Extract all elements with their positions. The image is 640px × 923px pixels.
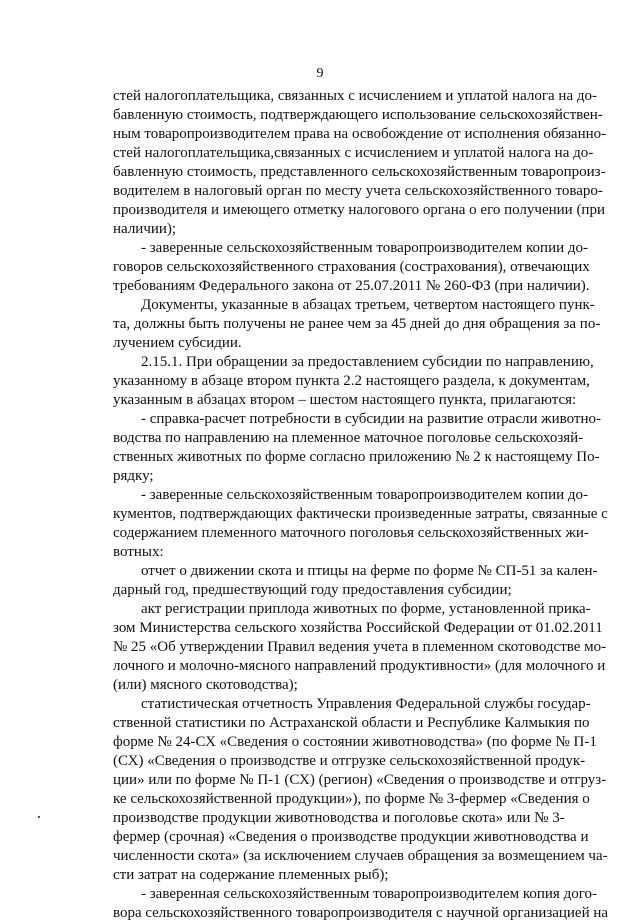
text-line: ке сельскохозяйственной продукции»), по форме № 3-фермер «Сведения о <box>113 791 590 807</box>
text-line: ственной статистики по Астраханской области и Республике Калмыкия по <box>113 715 590 731</box>
text-line: наличии); <box>113 221 177 237</box>
text-line: стей налогоплательщика,связанных с исчислением и уплатой налога на до- <box>113 145 594 161</box>
text-line: содержанием племенного маточного поголовья сельскохозяйственных жи- <box>113 525 589 541</box>
text-line: акт регистрации приплода животных по форме, установленной прика- <box>141 601 591 617</box>
text-line: форме № 24-СХ «Сведения о состоянии животноводства» (по форме № П-1 <box>113 734 597 750</box>
scan-speck <box>38 816 40 818</box>
text-line: указанному в абзаце втором пункта 2.2 настоящего раздела, к документам, <box>113 373 590 389</box>
text-line: 2.15.1. При обращении за предоставлением субсидии по направлению, <box>141 354 594 370</box>
text-line: бавленную стоимость, представленного сельскохозяйственным товаропроиз- <box>113 164 606 180</box>
text-line: кументов, подтверждающих фактически произведенные затраты, связанные с <box>113 506 608 522</box>
text-line: дарный год, предшествующий году предоставления субсидии; <box>113 582 512 598</box>
text-line: стей налогоплательщика, связанных с исчислением и уплатой налога на до- <box>113 88 597 104</box>
text-line: - справка-расчет потребности в субсидии на развитие отрасли животно- <box>141 411 601 427</box>
text-line: сти затрат на содержание племенных рыб); <box>113 867 389 883</box>
text-line: требованиям Федерального закона от 25.07.2011 № 260-ФЗ (при наличии). <box>113 278 590 294</box>
text-line: вора сельскохозяйственного товаропроизводителя с научной организацией на <box>113 905 608 921</box>
text-line: отчет о движении скота и птицы на ферме по форме № СП-51 за кален- <box>141 563 598 579</box>
text-line: водителем в налоговый орган по месту учета сельскохозяйственного товаро- <box>113 183 603 199</box>
text-line: Документы, указанные в абзацах третьем, четвертом настоящего пунк- <box>141 297 595 313</box>
text-line: зом Министерства сельского хозяйства Российской Федерации от 01.02.2011 <box>113 620 603 636</box>
text-line: ственных животных по форме согласно приложению № 2 к настоящему По- <box>113 449 600 465</box>
text-line: водства по направлению на племенное маточное поголовье сельскохозяй- <box>113 430 584 446</box>
text-line: № 25 «Об утверждении Правил ведения учета в племенном скотоводстве мо- <box>113 639 607 655</box>
text-line: бавленную стоимость, подтверждающего использование сельскохозяйствен- <box>113 107 603 123</box>
text-line: (СХ) «Сведения о производстве и отгрузке сельскохозяйственной продук- <box>113 753 586 769</box>
text-line: (или) мясного скотоводства); <box>113 677 298 693</box>
text-line: - заверенная сельскохозяйственным товаропроизводителем копия дого- <box>141 886 597 902</box>
text-line: производителя и имеющего отметку налогового органа о его получении (при <box>113 202 605 218</box>
text-line: рядку; <box>113 468 154 484</box>
text-line: лучением субсидии. <box>113 335 242 351</box>
text-line: та, должны быть получены не ранее чем за 45 дней до дня обращения за по- <box>113 316 601 332</box>
page-number: 9 <box>316 66 324 81</box>
text-line: указанным в абзацах втором – шестом настоящего пункта, прилагаются: <box>113 392 577 408</box>
text-line: - заверенные сельскохозяйственным товаропроизводителем копии до- <box>141 487 589 503</box>
text-line: производстве продукции животноводства и поголовье скота» или № 3- <box>113 810 565 826</box>
text-line: ции» или по форме № П-1 (СХ) (регион) «Сведения о производстве и отгруз- <box>113 772 607 788</box>
text-line: численности скота» (за исключением случаев обращения за возмещением ча- <box>113 848 608 864</box>
text-line: фермер (срочная) «Сведения о производстве продукции животноводства и <box>113 829 589 845</box>
text-line: вотных: <box>113 544 164 560</box>
text-line: говоров сельскохозяйственного страхования (сострахования), отвечающих <box>113 259 590 275</box>
text-line: статистическая отчетность Управления Федеральной службы государ- <box>141 696 591 712</box>
text-line: ным товаропроизводителем права на освобождение от исполнения обязанно- <box>113 126 607 142</box>
text-line: - заверенные сельскохозяйственным товаропроизводителем копии до- <box>141 240 589 256</box>
text-line: лочного и молочно-мясного направлений продуктивности» (для молочного и <box>113 658 606 674</box>
